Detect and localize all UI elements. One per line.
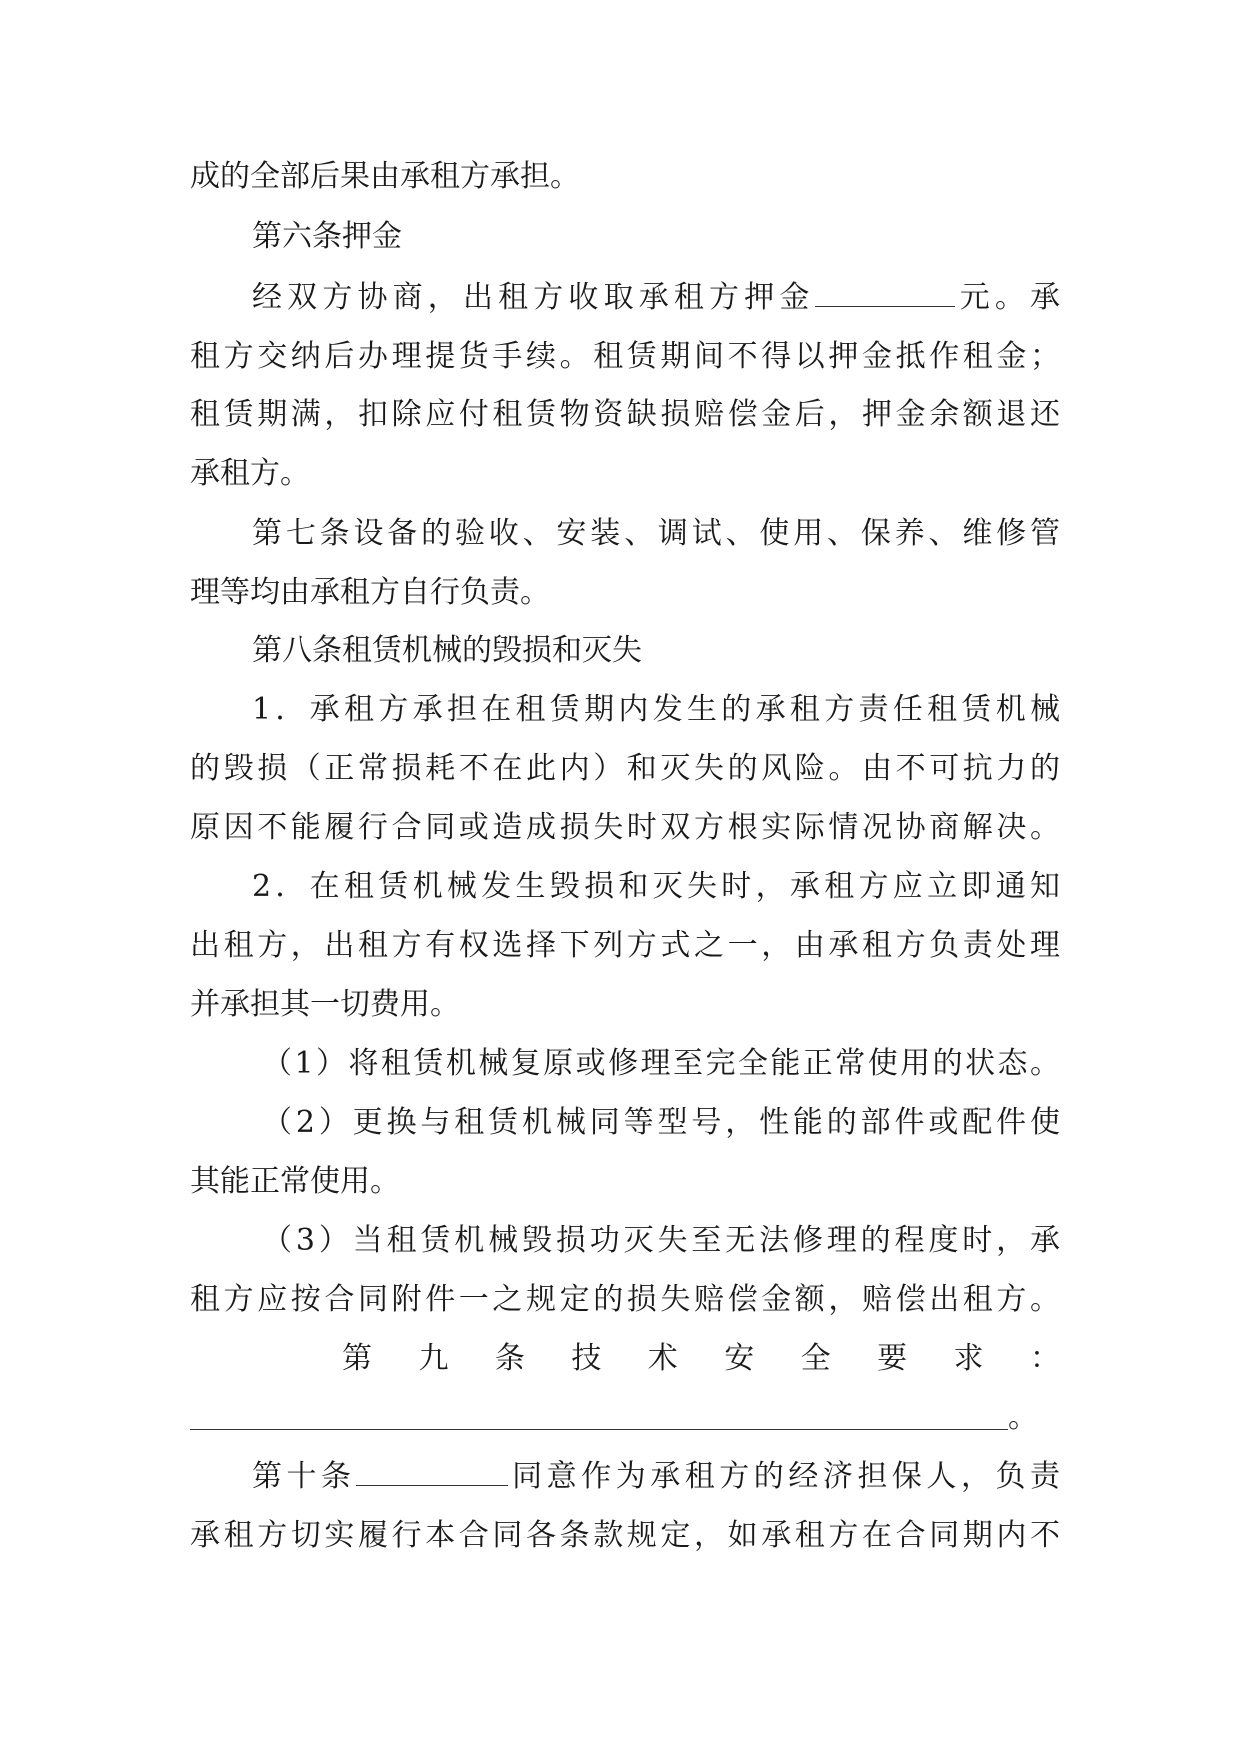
paragraph-line: 的毁损（正常损耗不在此内）和灭失的风险。由不可抗力的: [190, 751, 1060, 786]
article-heading: 第八条租赁机械的毁损和灭失: [252, 633, 642, 668]
deposit-text: 经双方协商，出租方收取承租方押金: [252, 280, 815, 315]
paragraph-line: 承租方切实履行本合同各条款规定，如承租方在合同期内不: [190, 1518, 1060, 1553]
article-heading: 第六条押金: [252, 219, 402, 254]
paragraph-line: [252, 269, 1060, 327]
list-item: 1．承租方承担在租赁期内发生的承租方责任租赁机械: [252, 692, 1060, 727]
paragraph-line: 租方应按合同附件一之规定的损失赔偿金额，赔偿出租方。: [190, 1282, 1060, 1317]
deposit-text-tail: 元。承: [954, 280, 1060, 315]
article-heading: 第 九 条 技 术 安 全 要 求 ：: [342, 1341, 1060, 1376]
paragraph-line: 出租方，出租方有权选择下列方式之一，由承租方负责处理: [190, 928, 1060, 963]
period-mark: 。: [1008, 1400, 1038, 1435]
paragraph-line: 租方交纳后办理提货手续。租赁期间不得以押金抵作租金；: [190, 339, 1060, 374]
technical-safety-blank-line: [190, 1389, 1060, 1447]
deposit-amount-blank: [815, 276, 955, 307]
article-ten-text: 同意作为承租方的经济担保人，负责: [507, 1459, 1060, 1494]
paragraph-line: 并承担其一切费用。: [190, 987, 460, 1022]
guarantor-blank: [356, 1455, 508, 1486]
sub-item: （3）当租赁机械毁损功灭失至无法修理的程度时，承: [262, 1223, 1060, 1258]
paragraph-line: 理等均由承租方自行负责。: [190, 575, 550, 610]
paragraph-line: 承租方。: [190, 456, 310, 491]
technical-safety-blank: [190, 1429, 1008, 1430]
list-item: 2．在租赁机械发生毁损和灭失时，承租方应立即通知: [252, 869, 1060, 904]
paragraph-line: 其能正常使用。: [190, 1164, 400, 1199]
article-ten-label: 第十条: [252, 1459, 356, 1494]
article-heading: 第七条设备的验收、安装、调试、使用、保养、维修管: [252, 516, 1060, 551]
article-heading: [252, 1448, 1060, 1506]
paragraph-line: 成的全部后果由承租方承担。: [190, 159, 580, 194]
paragraph-line: 原因不能履行合同或造成损失时双方根实际情况协商解决。: [190, 810, 1060, 845]
sub-item: （2）更换与租赁机械同等型号，性能的部件或配件使: [262, 1105, 1060, 1140]
paragraph-line: 租赁期满，扣除应付租赁物资缺损赔偿金后，押金余额退还: [190, 397, 1060, 432]
sub-item: （1）将租赁机械复原或修理至完全能正常使用的状态。: [262, 1046, 1060, 1081]
